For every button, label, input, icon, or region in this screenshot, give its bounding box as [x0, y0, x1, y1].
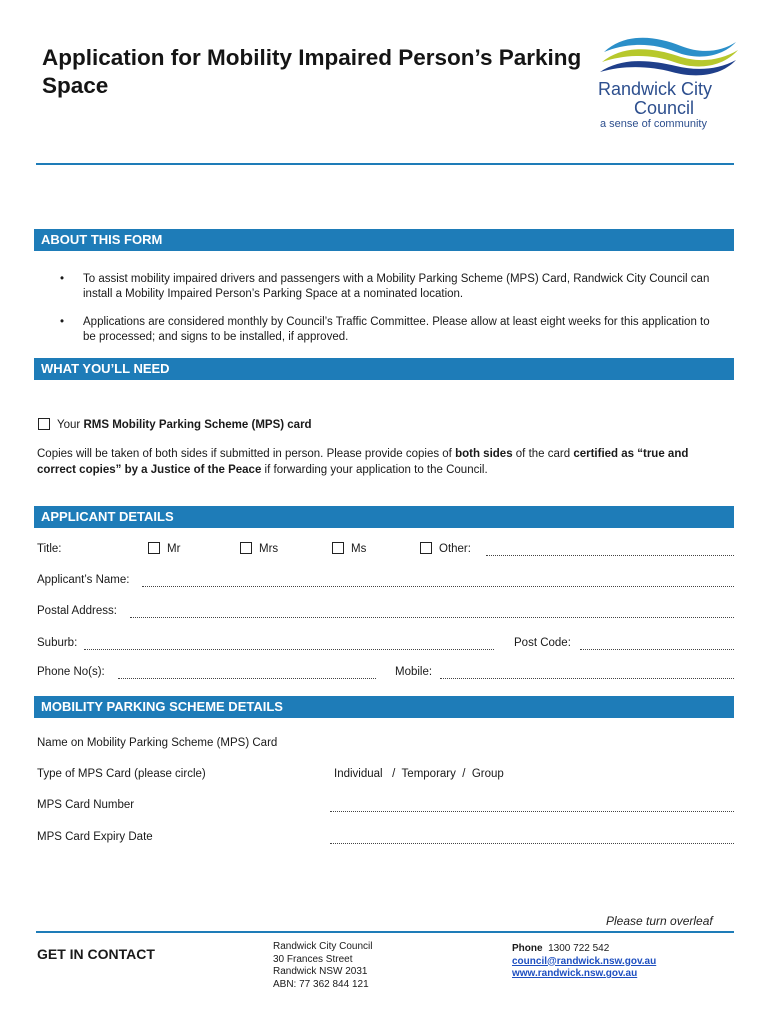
about-bullet-list: [60, 272, 720, 358]
phone-label: Phone No(s):: [37, 666, 105, 678]
title-label: Title:: [37, 543, 62, 555]
mps-number-label: MPS Card Number: [37, 799, 135, 811]
contact-details: [512, 943, 656, 981]
mps-expiry-field[interactable]: [330, 843, 734, 844]
checkbox-icon[interactable]: [148, 542, 160, 554]
footer-divider: [36, 931, 734, 933]
turn-overleaf-note: Please turn overleaf: [606, 914, 713, 928]
page-title: Application for Mobility Impaired Person’s Parking Space: [42, 45, 582, 98]
list-item: • Applications are considered monthly by Council’s Traffic Committee. Please allow at least eight weeks for this application to be processed; and signs to be installed, if approved.: [60, 315, 720, 345]
website-link[interactable]: www.randwick.nsw.gov.au: [512, 968, 638, 979]
header-divider: [36, 163, 734, 165]
postal-address-field[interactable]: [130, 617, 734, 618]
checkbox-icon[interactable]: [420, 542, 432, 554]
checkbox-label: RMS Mobility Parking Scheme (MPS) card: [83, 419, 312, 431]
postal-address-label: Postal Address:: [37, 605, 117, 617]
mps-type-label: Type of MPS Card (please circle): [37, 768, 206, 780]
contact-heading: GET IN CONTACT: [37, 946, 155, 962]
applicant-name-field[interactable]: [142, 586, 734, 587]
wave-logo-icon: [596, 30, 746, 80]
mps-expiry-label: MPS Card Expiry Date: [37, 831, 153, 843]
mps-section-heading: MOBILITY PARKING SCHEME DETAILS: [34, 696, 734, 718]
logo-name: Randwick City Council: [598, 79, 713, 118]
postcode-field[interactable]: [580, 649, 734, 650]
mobile-label: Mobile:: [395, 666, 433, 678]
applicant-section-heading: APPLICANT DETAILS: [34, 506, 734, 528]
applicant-name-label: Applicant’s Name:: [37, 574, 130, 586]
mps-number-field[interactable]: [330, 811, 734, 812]
phone-number: 1300 722 542: [548, 943, 610, 954]
title-option-other[interactable]: Other:: [420, 541, 471, 557]
phone-label: Phone: [512, 943, 543, 954]
suburb-label: Suburb:: [37, 637, 78, 649]
email-link[interactable]: council@randwick.nsw.gov.au: [512, 955, 657, 967]
postcode-label: Post Code:: [514, 637, 571, 649]
mps-card-checkbox[interactable]: [38, 418, 50, 430]
need-section-heading: WHAT YOU’LL NEED: [34, 358, 734, 380]
title-option-ms[interactable]: Ms: [332, 541, 366, 557]
checkbox-icon[interactable]: [240, 542, 252, 554]
phone-field[interactable]: [118, 678, 376, 679]
title-option-mr[interactable]: Mr: [148, 541, 180, 557]
suburb-field[interactable]: [84, 649, 494, 650]
mps-name-label: Name on Mobility Parking Scheme (MPS) Card: [37, 737, 278, 749]
council-address: Randwick City Council 30 Frances Street Randwick NSW 2031 ABN: 77 362 844 121: [273, 941, 373, 990]
checkbox-icon[interactable]: [332, 542, 344, 554]
mps-card-checkbox-row: [38, 417, 312, 433]
list-item: • To assist mobility impaired drivers and passengers with a Mobility Parking Scheme (MPS) Card, Randwick City Council can install a Mobility Impaired Person’s Parking Space at a nominated location.: [60, 272, 720, 302]
mps-type-options[interactable]: Individual / Temporary / Group: [334, 768, 504, 780]
title-other-field[interactable]: [486, 555, 734, 556]
certification-note: Copies will be taken of both sides if submitted in person. Please provide copies of both sides of the card certified as “true and correct copies” by a Justice of the Peace if forwarding your application to the Council.: [37, 448, 689, 476]
about-section-heading: ABOUT THIS FORM: [34, 229, 734, 251]
mobile-field[interactable]: [440, 678, 734, 679]
council-logo: [596, 30, 746, 140]
logo-tagline: a sense of community: [600, 118, 707, 130]
title-option-mrs[interactable]: Mrs: [240, 541, 278, 557]
checkbox-prefix: Your: [57, 419, 84, 431]
